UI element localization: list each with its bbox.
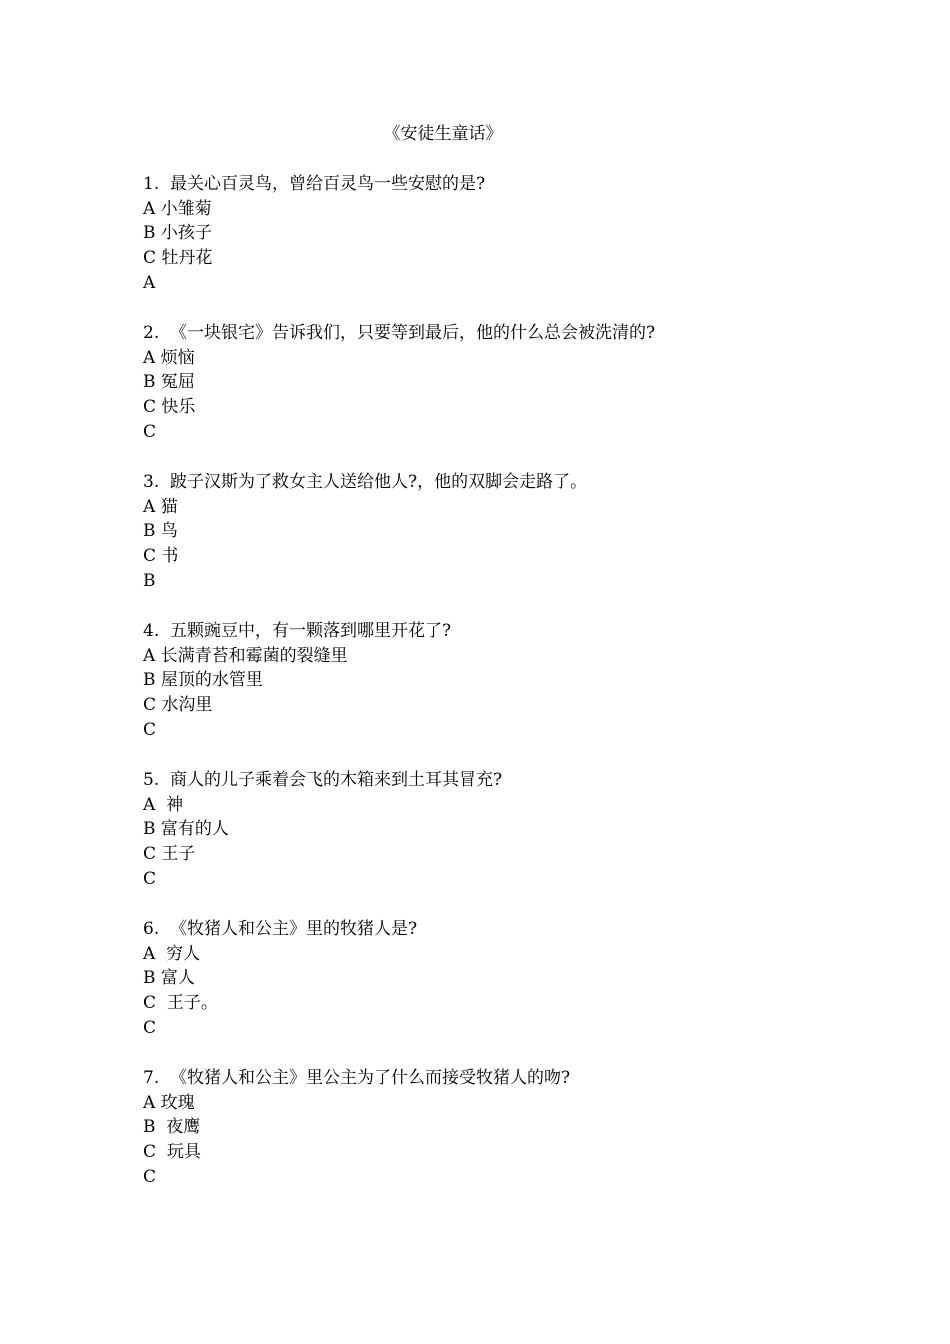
correct-answer: A — [143, 272, 156, 293]
answer-option: C 书 — [143, 546, 179, 567]
answer-option: B 屋顶的水管里 — [143, 670, 263, 691]
answer-option: C 水沟里 — [143, 695, 213, 716]
document-page — [143, 122, 843, 1215]
answer-option: C 快乐 — [143, 397, 196, 418]
question-text: 5. 商人的儿子乘着会飞的木箱来到土耳其冒充? — [143, 769, 503, 790]
correct-answer: C — [143, 1017, 157, 1038]
answer-option: B 富人 — [143, 968, 195, 989]
answer-option: A 小雏菊 — [143, 198, 212, 219]
document-title: 《安徒生童话》 — [383, 124, 503, 144]
correct-answer: C — [143, 868, 157, 889]
correct-answer: C — [143, 421, 157, 442]
answer-option: A 烦恼 — [143, 347, 195, 368]
question-block — [143, 768, 843, 892]
question-block — [143, 917, 843, 1041]
correct-answer: B — [143, 570, 156, 591]
question-block — [143, 470, 843, 594]
question-list — [143, 172, 843, 1190]
question-text: 1. 最关心百灵鸟，曾给百灵鸟一些安慰的是? — [143, 173, 486, 194]
answer-option: B 冤屈 — [143, 372, 195, 393]
answer-option: C 牡丹花 — [143, 248, 213, 269]
answer-option: B 小孩子 — [143, 223, 212, 244]
question-text: 2. 《一块银宅》告诉我们，只要等到最后，他的什么总会被洗清的? — [143, 322, 656, 343]
answer-option: A 神 — [143, 794, 184, 815]
question-block — [143, 619, 843, 743]
question-block — [143, 172, 843, 296]
question-text: 7. 《牧猪人和公主》里公主为了什么而接受牧猪人的吻? — [143, 1067, 571, 1088]
correct-answer: C — [143, 719, 157, 740]
answer-option: A 玫瑰 — [143, 1092, 195, 1113]
answer-option: B 富有的人 — [143, 819, 229, 840]
answer-option: C 王子。 — [143, 993, 218, 1014]
question-block — [143, 321, 843, 445]
answer-option: B 鸟 — [143, 521, 178, 542]
question-text: 3. 跛子汉斯为了救女主人送给他人?，他的双脚会走路了。 — [143, 471, 588, 492]
question-text: 6. 《牧猪人和公主》里的牧猪人是? — [143, 918, 418, 939]
question-text: 4. 五颗豌豆中，有一颗落到哪里开花了? — [143, 620, 452, 641]
answer-option: B 夜鹰 — [143, 1117, 201, 1138]
correct-answer: C — [143, 1166, 157, 1187]
answer-option: C 玩具 — [143, 1142, 201, 1163]
answer-option: A 猫 — [143, 496, 178, 517]
answer-option: A 长满青苔和霉菌的裂缝里 — [143, 645, 348, 666]
question-block — [143, 1066, 843, 1190]
answer-option: C 王子 — [143, 844, 196, 865]
answer-option: A 穷人 — [143, 943, 201, 964]
